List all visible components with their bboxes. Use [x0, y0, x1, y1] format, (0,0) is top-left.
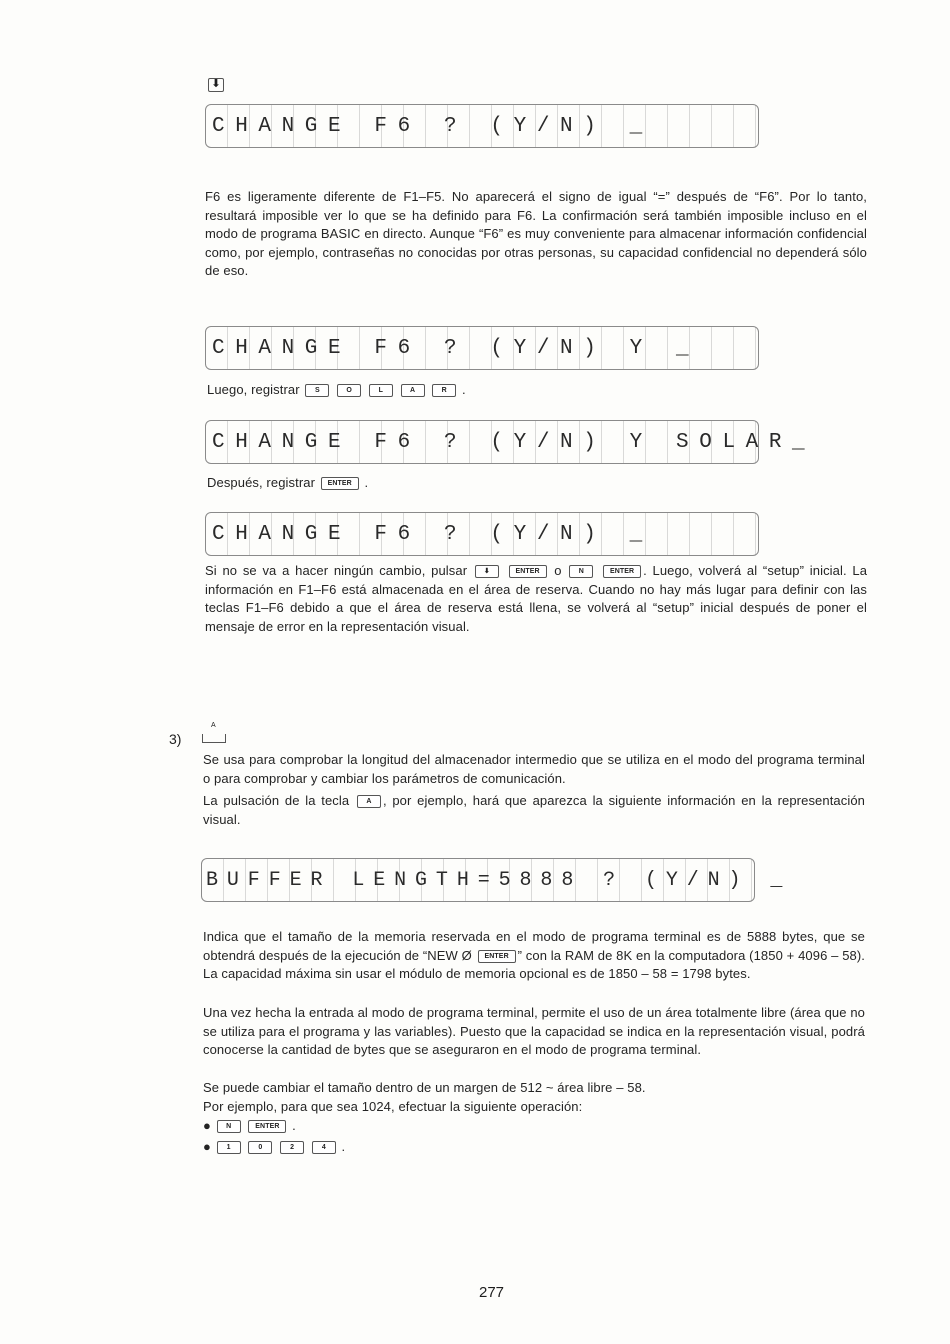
paragraph-section3-key	[203, 792, 865, 829]
section-number: 3)	[169, 731, 182, 747]
key-s: S	[305, 384, 329, 397]
lcd-display-3-text: CHANGE F6 ? (Y/N) Y SOLAR_	[212, 431, 816, 454]
instruction-luego-text: Luego, registrar	[207, 382, 300, 397]
down-arrow-key-icon: ⬇	[208, 78, 224, 92]
paragraph-buffer-size-rest: ” con la RAM de 8K en la computadora (1850 + 4096 – 58). La capacidad máxima sin usar el módulo de memoria opcional es de 1850 – 58 = 1798 bytes.	[203, 947, 866, 982]
key-0: 0	[248, 1141, 272, 1154]
page-number: 277	[479, 1284, 505, 1301]
bullet-icon: ●	[203, 1139, 211, 1154]
paragraph-no-change-start: Si no se va a hacer ningún cambio, pulsar	[205, 563, 468, 578]
paragraph-no-change-rest: . Luego, volverá al “setup” inicial. La información en F1–F6 está almacenada en el área de reserva. Cuando no hay más lugar para definir con las teclas F1–F6 debido a que el área de reserva está llena, se volverá al “setup” inicial después de poner el mensaje de error en la representación visual.	[205, 563, 868, 634]
key-enter: ENTER	[321, 477, 359, 490]
key-r: R	[432, 384, 456, 397]
lcd-display-2	[205, 326, 759, 370]
key-a: A	[357, 795, 381, 808]
bullet-icon: ●	[203, 1118, 211, 1133]
paragraph-buffer-size-start: Indica que el tamaño de la memoria reservada en el modo de programa terminal es de 5888 bytes, que se obtendrá después de la ejecución de “NEW Ø	[203, 929, 865, 963]
instruction-despues: Después, registrar ENTER .	[207, 475, 369, 490]
key-2: 2	[280, 1141, 304, 1154]
paragraph-section3-key-rest: , por ejemplo, hará que aparezca la siguiente información en la representación visual.	[203, 793, 865, 827]
section-key-label: A	[211, 722, 216, 729]
paragraph-terminal-mode: Una vez hecha la entrada al modo de programa terminal, permite el uso de un área totalmente libre (área que no se utiliza para el programa y las variables). Puesto que la capacidad se indica en la representación visual, podrá conocerse la cantidad de bytes que se aseguraron en el modo de programa terminal.	[203, 1005, 865, 1058]
key-enter: ENTER	[603, 565, 641, 578]
instruction-luego: Luego, registrar S O L A R .	[207, 382, 466, 397]
key-o: O	[337, 384, 361, 397]
lcd-display-buffer	[201, 858, 792, 902]
lcd-display-4	[205, 512, 759, 556]
key-enter: ENTER	[478, 950, 516, 963]
paragraph-no-change	[205, 562, 867, 636]
bullet-step-1: ● N ENTER .	[203, 1118, 296, 1133]
lcd-display-1	[205, 104, 759, 148]
paragraph-section3-key-start: La pulsación de la tecla	[203, 793, 350, 808]
key-1: 1	[217, 1141, 241, 1154]
key-a: A	[401, 384, 425, 397]
key-4: 4	[312, 1141, 336, 1154]
paragraph-example: Por ejemplo, para que sea 1024, efectuar la siguiente operación:	[203, 1099, 583, 1114]
key-down-arrow: ⬇	[475, 565, 499, 578]
bullet-step-2: ● 1 0 2 4 .	[203, 1139, 346, 1154]
lcd-display-buffer-text: BUFFER LENGTH=5888 ? (Y/N) _	[206, 869, 792, 892]
key-outline	[202, 734, 226, 743]
key-enter: ENTER	[509, 565, 547, 578]
lcd-display-2-text: CHANGE F6 ? (Y/N) Y _	[212, 337, 700, 360]
key-n: N	[569, 565, 593, 578]
instruction-despues-text: Después, registrar	[207, 475, 316, 490]
lcd-display-1-text: CHANGE F6 ? (Y/N) _	[212, 115, 653, 138]
key-enter: ENTER	[248, 1120, 286, 1133]
key-n: N	[217, 1120, 241, 1133]
lcd-display-4-text: CHANGE F6 ? (Y/N) _	[212, 523, 653, 546]
paragraph-f6-description: F6 es ligeramente diferente de F1–F5. No aparecerá el signo de igual “=” después de “F6”. Por lo tanto, resultará imposible ver lo que se ha definido para F6. La confirmación será también imposible incluso en el modo de programa BASIC en directo. Aunque “F6” es muy conveniente para almacenar información confidencial como, por ejemplo, contraseñas no conocidas por otras personas, su capacidad confidencial no dependerá sólo de eso.	[205, 189, 867, 279]
key-l: L	[369, 384, 393, 397]
lcd-display-3	[205, 420, 816, 464]
paragraph-buffer-size	[203, 928, 865, 984]
conjunction-o: o	[554, 563, 562, 578]
section-key-icon	[202, 722, 226, 744]
paragraph-size-range: Se puede cambiar el tamaño dentro de un margen de 512 ~ área libre – 58.	[203, 1080, 646, 1095]
paragraph-section3-intro: Se usa para comprobar la longitud del almacenador intermedio que se utiliza en el modo del programa terminal o para comprobar y cambiar los parámetros de comunicación.	[203, 752, 865, 786]
